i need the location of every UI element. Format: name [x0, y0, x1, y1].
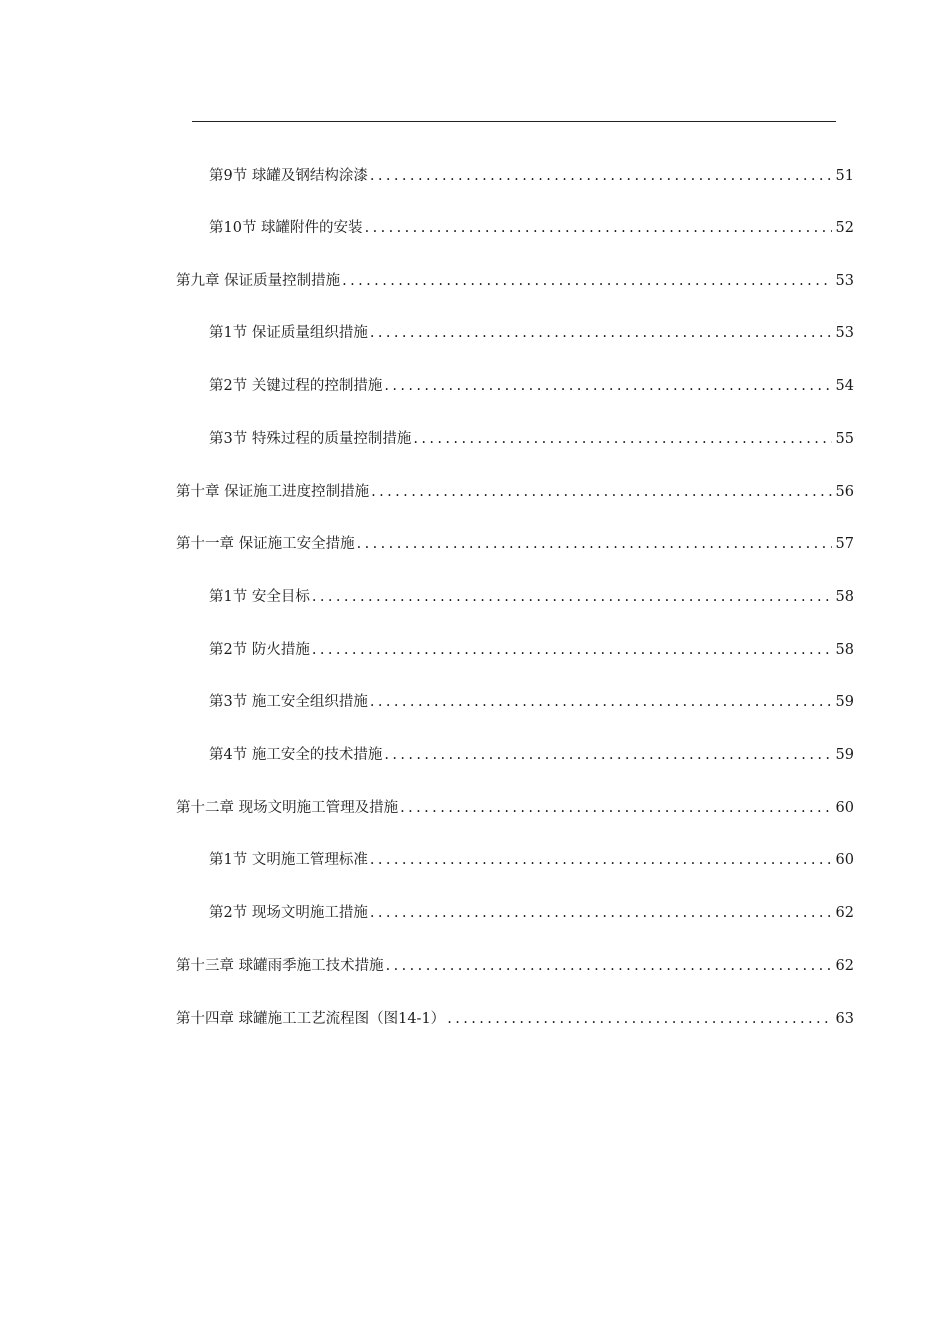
toc-entry-label: 第1节 安全目标: [209, 589, 310, 605]
header-rule: [192, 121, 836, 122]
dot-leader: [312, 638, 832, 662]
toc-entry-page: 56: [835, 484, 854, 500]
toc-entry[interactable]: [209, 585, 854, 609]
dot-leader: [370, 901, 832, 925]
toc-entry[interactable]: [176, 1007, 854, 1031]
toc-entry-label: 第10节 球罐附件的安装: [209, 220, 363, 236]
toc-entry-page: 62: [835, 905, 854, 921]
toc-entry-page: 53: [835, 325, 854, 341]
dot-leader: [370, 690, 832, 714]
toc-entry-label: 第2节 防火措施: [209, 642, 310, 658]
toc-entry[interactable]: [209, 638, 854, 662]
dot-leader: [357, 532, 832, 556]
dot-leader: [342, 269, 832, 293]
toc-entry-page: 60: [835, 800, 854, 816]
dot-leader: [384, 374, 832, 398]
toc-entry-page: 62: [835, 958, 854, 974]
toc-entry[interactable]: [209, 216, 854, 240]
toc-entry-label: 第十二章 现场文明施工管理及措施: [176, 800, 399, 816]
toc-entry-label: 第十四章 球罐施工工艺流程图（图14-1）: [176, 1011, 446, 1027]
dot-leader: [365, 216, 832, 240]
toc-entry-label: 第2节 关键过程的控制措施: [209, 378, 383, 394]
toc-entry-page: 52: [835, 220, 854, 236]
toc-entry-label: 第十三章 球罐雨季施工技术措施: [176, 958, 384, 974]
dot-leader: [371, 480, 832, 504]
toc-entry-label: 第1节 文明施工管理标准: [209, 852, 368, 868]
dot-leader: [370, 164, 832, 188]
toc-entry-page: 59: [835, 747, 854, 763]
toc-entry-label: 第十章 保证施工进度控制措施: [176, 484, 370, 500]
toc-entry[interactable]: [209, 374, 854, 398]
toc-entry[interactable]: [209, 690, 854, 714]
toc-entry[interactable]: [209, 901, 854, 925]
toc-entry[interactable]: [209, 848, 854, 872]
toc-entry[interactable]: [176, 796, 854, 820]
toc-entry[interactable]: [209, 427, 854, 451]
toc-entry-page: 58: [835, 589, 854, 605]
toc-entry[interactable]: [209, 164, 854, 188]
dot-leader: [370, 321, 832, 345]
dot-leader: [312, 585, 832, 609]
toc-entry-page: 59: [835, 694, 854, 710]
toc-entry[interactable]: [176, 480, 854, 504]
toc-entry-page: 55: [835, 431, 854, 447]
toc-entry[interactable]: [209, 743, 854, 767]
dot-leader: [386, 954, 832, 978]
toc-entry[interactable]: [209, 321, 854, 345]
toc-entry-label: 第4节 施工安全的技术措施: [209, 747, 383, 763]
toc-entry-label: 第3节 施工安全组织措施: [209, 694, 368, 710]
toc-entry-label: 第9节 球罐及钢结构涂漆: [209, 168, 368, 184]
dot-leader: [400, 796, 832, 820]
toc-entry-page: 60: [835, 852, 854, 868]
dot-leader: [384, 743, 832, 767]
toc-entry-page: 57: [835, 536, 854, 552]
toc-entry[interactable]: [176, 532, 854, 556]
toc-entry[interactable]: [176, 269, 854, 293]
toc-entry-page: 63: [835, 1011, 854, 1027]
toc-entry[interactable]: [176, 954, 854, 978]
dot-leader: [370, 848, 832, 872]
toc-entry-label: 第3节 特殊过程的质量控制措施: [209, 431, 412, 447]
dot-leader: [447, 1007, 832, 1031]
toc-entry-label: 第2节 现场文明施工措施: [209, 905, 368, 921]
toc-entry-label: 第1节 保证质量组织措施: [209, 325, 368, 341]
toc-entry-label: 第九章 保证质量控制措施: [176, 273, 341, 289]
dot-leader: [413, 427, 832, 451]
toc-entry-page: 54: [835, 378, 854, 394]
toc-entry-page: 53: [835, 273, 854, 289]
toc-entry-label: 第十一章 保证施工安全措施: [176, 536, 355, 552]
toc-entry-page: 58: [835, 642, 854, 658]
toc-entry-page: 51: [835, 168, 854, 184]
